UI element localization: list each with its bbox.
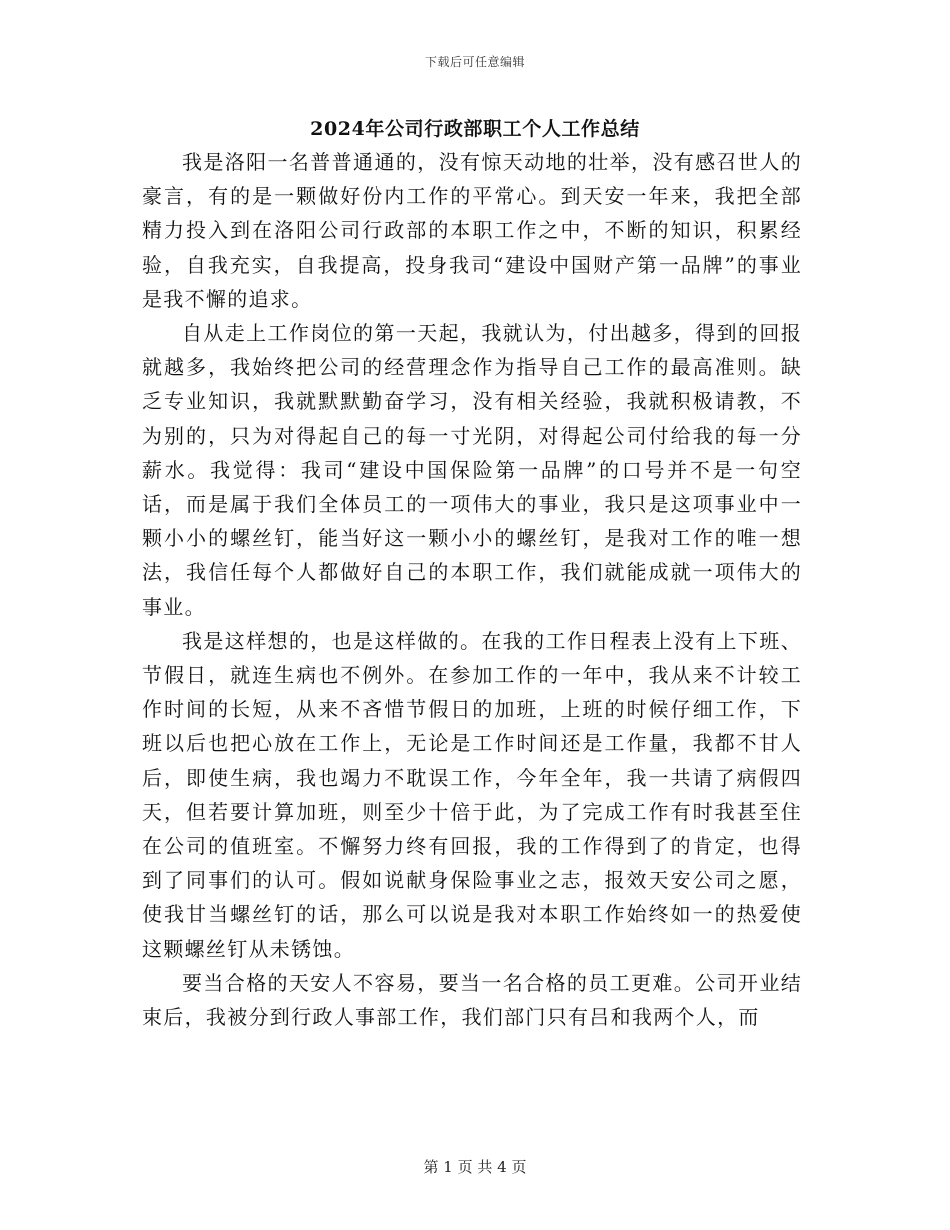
body-paragraph: 自从走上工作岗位的第一天起，我就认为，付出越多，得到的回报就越多，我始终把公司的经营理念作为指导自己工作的最高准则。缺乏专业知识，我就默默勤奋学习，没有相关经验，我就积极请教，不为别的，只为对得起自己的每一寸光阴，对得起公司付给我的每一分薪水。我觉得：我司“建设中国保险第一品牌”的口号并不是一句空话，而是属于我们全体员工的一项伟大的事业，我只是这项事业中一颗小小的螺丝钉，能当好这一颗小小的螺丝钉，是我对工作的唯一想法，我信任每个人都做好自己的本职工作，我们就能成就一项伟大的事业。	[142, 321, 802, 619]
body-paragraph: 要当合格的天安人不容易，要当一名合格的员工更难。公司开业结束后，我被分到行政人事部工作，我们部门只有吕和我两个人，而	[142, 970, 802, 1030]
body-paragraph: 我是洛阳一名普普通通的，没有惊天动地的壮举，没有感召世人的豪言，有的是一颗做好份内工作的平常心。到天安一年来，我把全部精力投入到在洛阳公司行政部的本职工作之中，不断的知识，积累经验，自我充实，自我提高，投身我司“建设中国财产第一品牌”的事业是我不懈的追求。	[142, 150, 802, 311]
document-body	[142, 145, 802, 1034]
page-number: 第 1 页 共 4 页	[423, 1158, 527, 1176]
document-title: 2024年公司行政部职工个人工作总结	[310, 118, 640, 140]
page-header-note: 下载后可任意编辑	[424, 55, 525, 69]
body-paragraph: 我是这样想的，也是这样做的。在我的工作日程表上没有上下班、节假日，就连生病也不例外。在参加工作的一年中，我从来不计较工作时间的长短，从来不吝惜节假日的加班，上班的时候仔细工作，下班以后也把心放在工作上，无论是工作时间还是工作量，我都不甘人后，即使生病，我也竭力不耽误工作，今年全年，我一共请了病假四天，但若要计算加班，则至少十倍于此，为了完成工作有时我甚至住在公司的值班室。不懈努力终有回报，我的工作得到了的肯定，也得到了同事们的认可。假如说献身保险事业之志，报效天安公司之愿，使我甘当螺丝钉的话，那么可以说是我对本职工作始终如一的热爱使这颗螺丝钉从未锈蚀。	[142, 628, 802, 961]
